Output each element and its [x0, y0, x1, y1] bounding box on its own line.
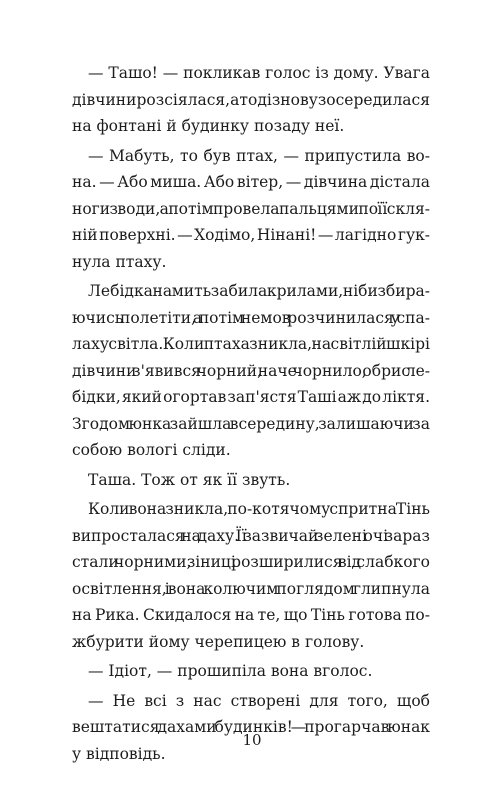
text-line: ноги з води, а потім провела пальцями по її скля- — [72, 199, 430, 218]
text-line: освітлення, і вона колючим поглядом глипнула — [72, 579, 430, 598]
text-line: у відповідь. — [72, 744, 166, 763]
paragraph-6 — [72, 658, 430, 685]
paragraph-4 — [72, 467, 430, 494]
text-line: — Мабуть, то був птах, — припустила во- — [88, 146, 430, 165]
text-line: Згодом юнка зайшла всередину, залишаючи за — [72, 414, 430, 433]
paragraph-1 — [72, 60, 430, 140]
text-line: на фонтані й будинку позаду неї. — [72, 117, 345, 135]
text-line: жбурити йому черепицею в голову. — [72, 632, 365, 651]
paragraph-3 — [72, 278, 430, 464]
page-body — [72, 60, 430, 767]
text-line: ючись полетіти, а потім немов розчинилася у спа- — [72, 308, 430, 327]
text-line: стали чорними, зіниці розширилися від слабкого — [72, 553, 430, 571]
text-line: — Ідіот, — прошипіла вона вголос. — [88, 662, 373, 680]
text-line: нула птаху. — [72, 252, 167, 271]
text-line: випросталася на даху. Її зазвичай зелені очі зараз — [72, 526, 430, 545]
text-line: — Не всі з нас створені для того, щоб — [88, 691, 430, 710]
text-line: дівчини з'явився чорний, наче чорнило, обрис ле- — [72, 361, 430, 380]
text-line: лаху світла. Коли птаха зникла, на світлій шкірі — [72, 335, 430, 353]
text-line: — Ташо! — покликав голос із дому. Увага — [88, 64, 431, 82]
text-line: бідки, який огортав зап'ястя Таші аж до ліктя. — [72, 388, 430, 406]
text-line: Лебідка на мить забила крилами, ніби збира- — [88, 282, 430, 300]
text-line: ній поверхні. — Ходімо, Нінані! — лагідно гук- — [72, 226, 430, 244]
text-line: Таша. Тож от як її звуть. — [88, 470, 291, 489]
text-line: на. — Або миша. Або вітер, — дівчина дістала — [72, 173, 430, 191]
text-line: Коли вона зникла, по-котячому спритна Тінь — [88, 500, 430, 518]
text-line: на Рика. Скидалося на те, що Тінь готова по- — [72, 606, 430, 624]
text-line: дівчини розсіялася, а тоді знову зосередилася — [72, 90, 430, 109]
paragraph-5 — [72, 496, 430, 655]
text-line: вештатися дахами будинків! — прогарчав юнак — [72, 718, 430, 736]
paragraph-2 — [72, 143, 430, 276]
text-line: собою вологі сліди. — [72, 441, 231, 459]
paragraph-7 — [72, 688, 430, 768]
page-number: 10 — [242, 731, 262, 749]
